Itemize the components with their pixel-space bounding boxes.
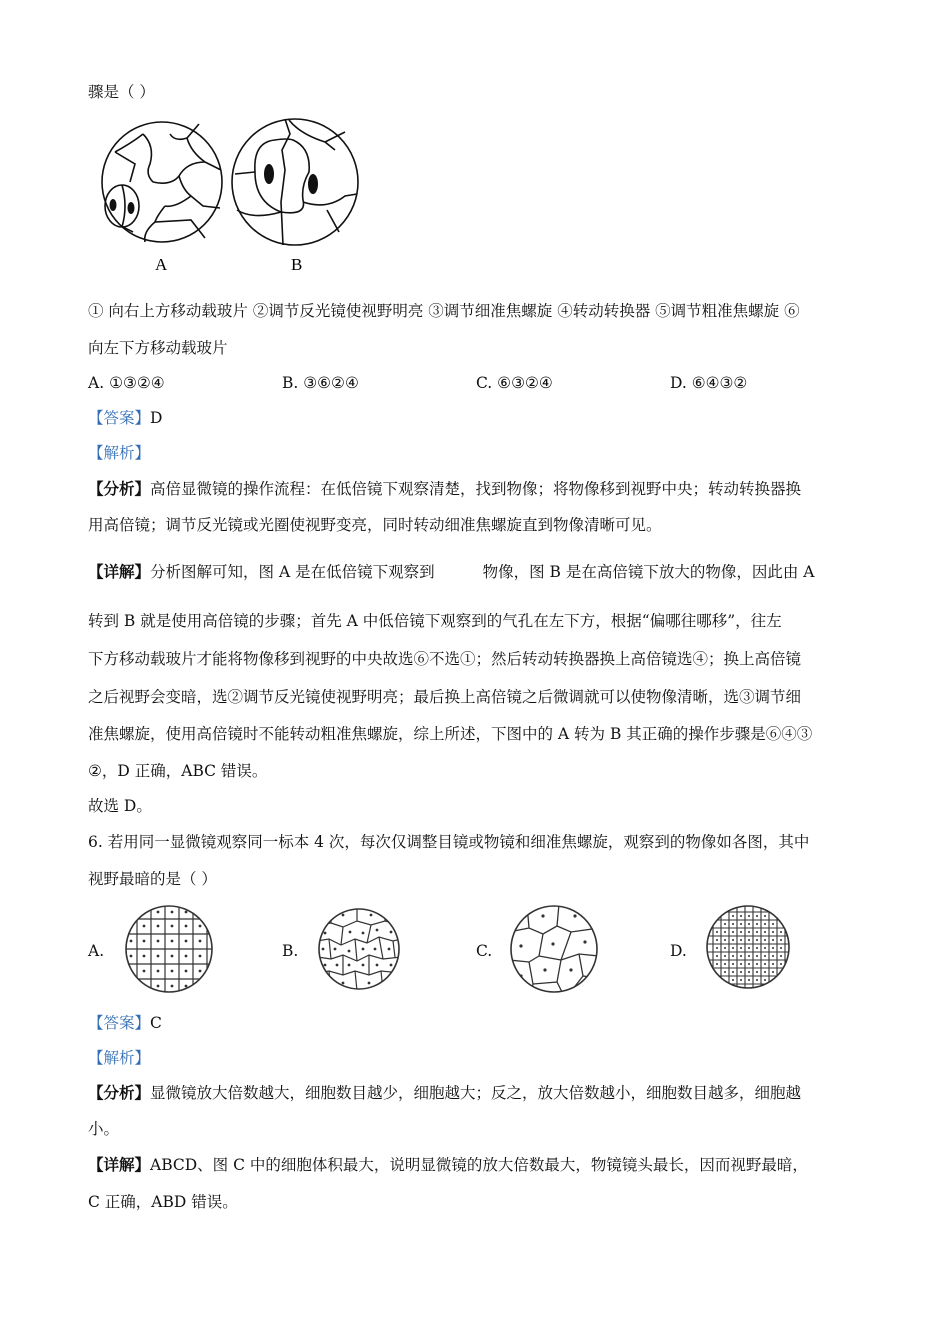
cell-nucleus xyxy=(756,971,758,973)
cell-nucleus xyxy=(780,939,782,941)
cell-nucleus xyxy=(764,971,766,973)
q5-steps-line1: ① 向右上方移动载玻片 ②调节反光镜使视野明亮 ③调节细准焦螺旋 ④转动转换器 ⑤调节粗准焦螺旋 ⑥ xyxy=(88,302,800,320)
cell-nucleus xyxy=(756,963,758,965)
q5-steps-line2: 向左下方移动载玻片 xyxy=(88,339,228,357)
cell-nucleus xyxy=(740,939,742,941)
cell-nucleus xyxy=(756,915,758,917)
cell-nucleus xyxy=(740,971,742,973)
cell-nucleus xyxy=(732,979,734,981)
cell-nucleus xyxy=(716,963,718,965)
cell-nucleus xyxy=(772,955,774,957)
cell-nucleus xyxy=(732,923,734,925)
cell-nucleus xyxy=(780,963,782,965)
q5-option-a[interactable]: A. ①③②④ xyxy=(88,374,165,392)
cell-nucleus xyxy=(716,955,718,957)
q6-stem-line2: 视野最暗的是（ ） xyxy=(88,870,217,888)
cell-nucleus xyxy=(732,947,734,949)
cell-nucleus xyxy=(772,963,774,965)
cell-nucleus xyxy=(764,931,766,933)
cell-nucleus xyxy=(740,947,742,949)
cell-nucleus xyxy=(724,955,726,957)
cell-nucleus xyxy=(748,915,750,917)
cell-nucleus xyxy=(716,931,718,933)
cell-nucleus xyxy=(764,939,766,941)
cell-nucleus xyxy=(764,947,766,949)
cell-nucleus xyxy=(756,947,758,949)
cell-nucleus xyxy=(748,931,750,933)
cell-nucleus xyxy=(756,955,758,957)
q5-detail-line1: 【详解】分析图解可知，图 A 是在低倍镜下观察到 物像，图 B 是在高倍镜下放大的物像，因此由 A xyxy=(88,562,815,581)
cell-nucleus xyxy=(724,923,726,925)
q6-figure-b xyxy=(317,907,401,991)
cell-nucleus xyxy=(764,979,766,981)
q6-stem-line1: 6. 若用同一显微镜观察同一标本 4 次，每次仅调整目镜或物镜和细准焦螺旋，观察到的物像如各图，其中 xyxy=(88,833,810,851)
q5-fenxi-line2: 用高倍镜；调节反光镜或光圈使视野变亮，同时转动细准焦螺旋直到物像清晰可见。 xyxy=(88,516,662,534)
cell-nucleus xyxy=(740,955,742,957)
cell-nucleus xyxy=(764,955,766,957)
cell-nucleus xyxy=(716,947,718,949)
cell-nucleus xyxy=(748,947,750,949)
q5-figure xyxy=(95,112,395,282)
q5-fenxi-line1: 【分析】高倍显微镜的操作流程：在低倍镜下观察清楚，找到物像；将物像移到视野中央；转动转换器换 xyxy=(88,479,802,498)
cell-nucleus xyxy=(772,947,774,949)
cell-nucleus xyxy=(748,963,750,965)
cell-nucleus xyxy=(780,955,782,957)
cell-nucleus xyxy=(732,955,734,957)
q6-analysis-tag: 【解析】 xyxy=(88,1049,151,1067)
cell-nucleus xyxy=(724,963,726,965)
cell-nucleus xyxy=(724,947,726,949)
q5-answer: 【答案】D xyxy=(88,409,163,427)
cell-nucleus xyxy=(748,955,750,957)
cell-nucleus xyxy=(764,923,766,925)
cell-nucleus xyxy=(740,963,742,965)
q6-detail-line1: 【详解】ABCD、图 C 中的细胞体积最大，说明显微镜的放大倍数最大，物镜镜头最长，因而视野最暗， xyxy=(88,1155,808,1174)
q5-detail-line6: ②，D 正确，ABC 错误。 xyxy=(88,762,268,780)
q6-fenxi-line1: 【分析】显微镜放大倍数越大，细胞数目越少，细胞越大；反之，放大倍数越小，细胞数目越多，细胞越 xyxy=(88,1083,802,1102)
cell-nucleus xyxy=(740,915,742,917)
q5-detail-line2: 转到 B 就是使用高倍镜的步骤；首先 A 中低倍镜下观察到的气孔在左下方，根据“偏哪往哪移”，往左 xyxy=(88,612,782,630)
q6-detail-line2: C 正确，ABD 错误。 xyxy=(88,1193,238,1211)
q6-figure-d xyxy=(705,904,791,990)
q5-conclusion: 故选 D。 xyxy=(88,797,152,815)
cell-nucleus xyxy=(772,931,774,933)
cell-nucleus xyxy=(780,931,782,933)
q5-option-b[interactable]: B. ③⑥②④ xyxy=(282,374,359,392)
q6-fenxi-line2: 小。 xyxy=(88,1120,120,1138)
q6-option-c[interactable]: C. xyxy=(476,942,493,960)
q6-option-b[interactable]: B. xyxy=(282,942,299,960)
cell-nucleus xyxy=(724,931,726,933)
cell-nucleus xyxy=(740,931,742,933)
cell-nucleus xyxy=(756,979,758,981)
cell-nucleus xyxy=(732,971,734,973)
cell-nucleus xyxy=(764,915,766,917)
q5-fig-label-b: B xyxy=(291,255,303,274)
q5-fig-label-a: A xyxy=(155,255,168,274)
q6-option-d[interactable]: D. xyxy=(670,942,687,960)
cell-nucleus xyxy=(748,971,750,973)
q6-figure-a xyxy=(124,904,214,994)
cell-nucleus xyxy=(772,923,774,925)
cell-nucleus xyxy=(748,939,750,941)
q5-analysis-tag: 【解析】 xyxy=(88,444,151,462)
cell-nucleus xyxy=(748,979,750,981)
cell-nucleus xyxy=(748,923,750,925)
cell-nucleus xyxy=(780,947,782,949)
q6-figure-c xyxy=(509,904,599,994)
cell-nucleus xyxy=(756,923,758,925)
q5-option-c[interactable]: C. ⑥③②④ xyxy=(476,374,553,392)
cell-nucleus xyxy=(732,915,734,917)
cell-nucleus xyxy=(732,931,734,933)
cell-nucleus xyxy=(740,979,742,981)
cell-nucleus xyxy=(756,939,758,941)
q5-detail-line3: 下方移动载玻片才能将物像移到视野的中央故选⑥不选①；然后转动转换器换上高倍镜选④；换上高倍镜 xyxy=(88,650,802,668)
q6-answer: 【答案】C xyxy=(88,1014,162,1032)
cell-nucleus xyxy=(772,939,774,941)
cell-nucleus xyxy=(732,963,734,965)
cell-nucleus xyxy=(740,923,742,925)
q5-detail-line4: 之后视野会变暗，选②调节反光镜使视野明亮；最后换上高倍镜之后微调就可以使物像清晰，选③调节细 xyxy=(88,688,802,706)
cell-nucleus xyxy=(756,931,758,933)
cell-nucleus xyxy=(764,963,766,965)
cell-nucleus xyxy=(732,939,734,941)
cell-nucleus xyxy=(724,971,726,973)
cell-nucleus xyxy=(772,971,774,973)
q5-option-d[interactable]: D. ⑥④③② xyxy=(670,374,748,392)
q6-option-a[interactable]: A. xyxy=(88,942,105,960)
q5-stem-tail: 骤是（ ） xyxy=(88,83,155,101)
cell-nucleus xyxy=(716,939,718,941)
cell-nucleus xyxy=(724,939,726,941)
q5-detail-line5: 准焦螺旋，使用高倍镜时不能转动粗准焦螺旋，综上所述，下图中的 A 转为 B 其正确的操作步骤是⑥④③ xyxy=(88,725,813,743)
